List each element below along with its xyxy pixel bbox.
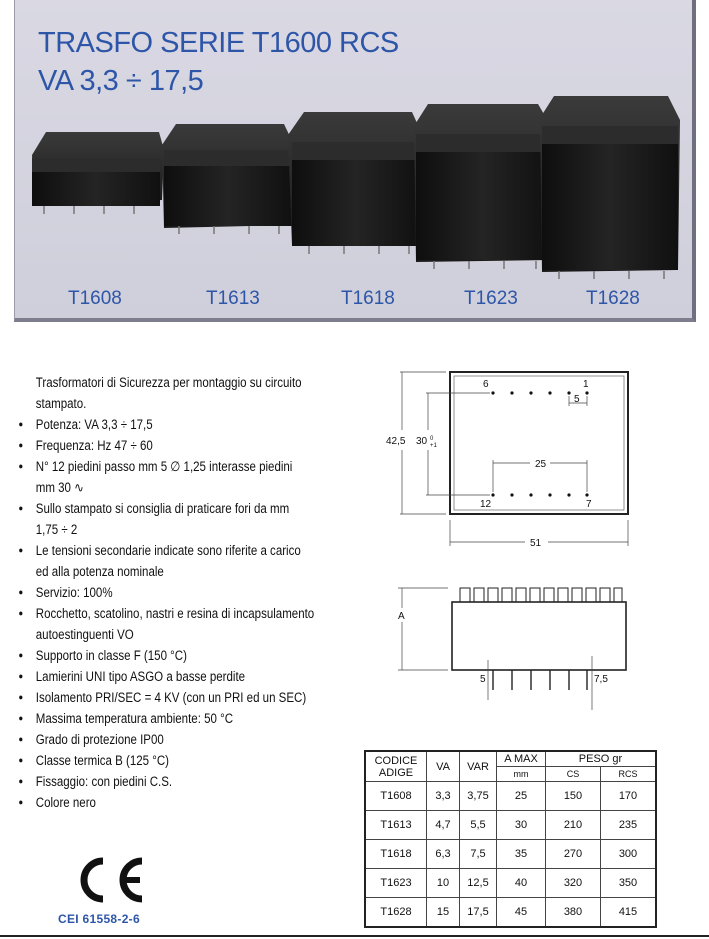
header-rcs: RCS xyxy=(601,767,657,782)
model-label-t1628: T1628 xyxy=(586,288,640,309)
cell-amax: 25 xyxy=(497,782,546,811)
ce-standard-label: CEI 61558-2-6 xyxy=(58,912,140,926)
model-label-t1623: T1623 xyxy=(464,288,518,309)
cell-amax: 35 xyxy=(497,840,546,869)
cell-code: T1618 xyxy=(365,840,427,869)
title-line-1: TRASFO SERIE T1600 RCS xyxy=(38,27,399,59)
cell-rcs: 350 xyxy=(601,869,657,898)
spec-bullet: ● Isolamento PRI/SEC = 4 KV (con un PRI ed un SEC) xyxy=(22,687,314,708)
cell-cs: 380 xyxy=(546,898,601,928)
cell-cs: 320 xyxy=(546,869,601,898)
page-title xyxy=(38,24,399,100)
cell-amax: 45 xyxy=(497,898,546,928)
cell-rcs: 300 xyxy=(601,840,657,869)
side-pins xyxy=(493,670,587,690)
table-row xyxy=(365,811,656,840)
spec-bullet: ● Potenza: VA 3,3 ÷ 17,5 xyxy=(22,414,314,435)
cell-var: 17,5 xyxy=(460,898,497,928)
cell-code: T1613 xyxy=(365,811,427,840)
pin-1-label: 1 xyxy=(583,379,589,390)
header-peso: PESO gr xyxy=(546,751,657,767)
spec-bullet: ● Le tensioni secondarie indicate sono riferite a carico ed alla potenza nominale xyxy=(22,540,314,582)
pitch-dim-label: 5 xyxy=(574,394,580,405)
dim-standoff-label: 7,5 xyxy=(594,674,608,685)
model-label-t1613: T1613 xyxy=(206,288,260,309)
header-code xyxy=(365,751,427,782)
dim-30-tol-down: +1 xyxy=(430,443,437,449)
model-label-t1618: T1618 xyxy=(341,288,395,309)
cell-code: T1628 xyxy=(365,898,427,928)
ce-mark-icon xyxy=(70,853,150,907)
dim-30-tol-up: 0 xyxy=(430,436,434,442)
table-row xyxy=(365,869,656,898)
side-view xyxy=(398,588,626,710)
height-dimension xyxy=(400,372,490,514)
technical-drawing xyxy=(380,360,650,720)
table-row xyxy=(365,840,656,869)
dim-30-label: 30 xyxy=(416,436,428,447)
spec-bullet: ● Sullo stampato si consiglia di praticare fori da mm 1,75 ÷ 2 xyxy=(22,498,314,540)
dim-a-label: A xyxy=(398,611,405,622)
cell-va: 4,7 xyxy=(427,811,460,840)
spec-bullet: ● Classe termica B (125 °C) xyxy=(22,750,314,771)
header-var: VAR xyxy=(460,751,497,782)
header-amax-unit: mm xyxy=(497,767,546,782)
bottom-divider xyxy=(0,935,709,937)
cell-va: 15 xyxy=(427,898,460,928)
spec-bullet: ● Servizio: 100% xyxy=(22,582,314,603)
top-view xyxy=(386,372,628,549)
table-row xyxy=(365,898,656,928)
dim-height-label: 42,5 xyxy=(386,436,406,447)
cell-amax: 30 xyxy=(497,811,546,840)
header-code-line1: CODICE xyxy=(374,754,418,767)
transformer-t1613 xyxy=(162,124,294,228)
cell-va: 6,3 xyxy=(427,840,460,869)
dim-25-label: 25 xyxy=(535,459,547,470)
spec-table xyxy=(364,750,657,928)
spec-bullet: ● Frequenza: Hz 47 ÷ 60 xyxy=(22,435,314,456)
cell-var: 5,5 xyxy=(460,811,497,840)
cell-var: 12,5 xyxy=(460,869,497,898)
header-amax: A MAX xyxy=(497,751,546,767)
cell-code: T1608 xyxy=(365,782,427,811)
cell-var: 7,5 xyxy=(460,840,497,869)
cell-rcs: 415 xyxy=(601,898,657,928)
spec-bullet: ● Massima temperatura ambiente: 50 °C xyxy=(22,708,314,729)
header-va: VA xyxy=(427,751,460,782)
spec-description xyxy=(22,372,314,813)
cell-amax: 40 xyxy=(497,869,546,898)
side-ribs xyxy=(460,588,622,602)
header-code-line2: ADIGE xyxy=(378,766,414,779)
description-intro: Trasformatori di Sicurezza per montaggio su circuito stampato. xyxy=(35,375,302,411)
spec-bullet: ● Rocchetto, scatolino, nastri e resina di incapsulamento autoestinguenti VO xyxy=(22,603,314,645)
model-label-t1608: T1608 xyxy=(68,288,122,309)
dim-a-line xyxy=(398,588,448,670)
dim-width-label: 51 xyxy=(530,538,542,549)
spec-bullet-list xyxy=(22,414,314,813)
transformer-t1623 xyxy=(414,104,552,262)
cell-cs: 210 xyxy=(546,811,601,840)
transformer-t1608 xyxy=(32,132,164,206)
cell-cs: 270 xyxy=(546,840,601,869)
cell-va: 10 xyxy=(427,869,460,898)
cell-rcs: 170 xyxy=(601,782,657,811)
cell-va: 3,3 xyxy=(427,782,460,811)
cell-code: T1623 xyxy=(365,869,427,898)
spec-bullet: ● N° 12 piedini passo mm 5 ∅ 1,25 interasse piedini mm 30 ∿ xyxy=(22,456,314,498)
table-row xyxy=(365,782,656,811)
spec-bullet: ● Fissaggio: con piedini C.S. xyxy=(22,771,314,792)
spec-bullet: ● Supporto in classe F (150 °C) xyxy=(22,645,314,666)
cell-rcs: 235 xyxy=(601,811,657,840)
pin-7-label: 7 xyxy=(586,499,592,510)
header-cs: CS xyxy=(546,767,601,782)
pin-dots xyxy=(491,391,588,496)
spec-bullet: ● Colore nero xyxy=(22,792,314,813)
spec-bullet: ● Grado di protezione IP00 xyxy=(22,729,314,750)
pin-6-label: 6 xyxy=(483,379,489,390)
pin-12-label: 12 xyxy=(480,499,492,510)
cell-var: 3,75 xyxy=(460,782,497,811)
dim-pin-len-label: 5 xyxy=(480,674,486,685)
transformer-t1628 xyxy=(540,96,680,272)
transformer-t1618 xyxy=(288,112,422,246)
title-line-2: VA 3,3 ÷ 17,5 xyxy=(38,65,204,97)
cell-cs: 150 xyxy=(546,782,601,811)
spec-bullet: ● Lamierini UNI tipo ASGO a basse perdite xyxy=(22,666,314,687)
